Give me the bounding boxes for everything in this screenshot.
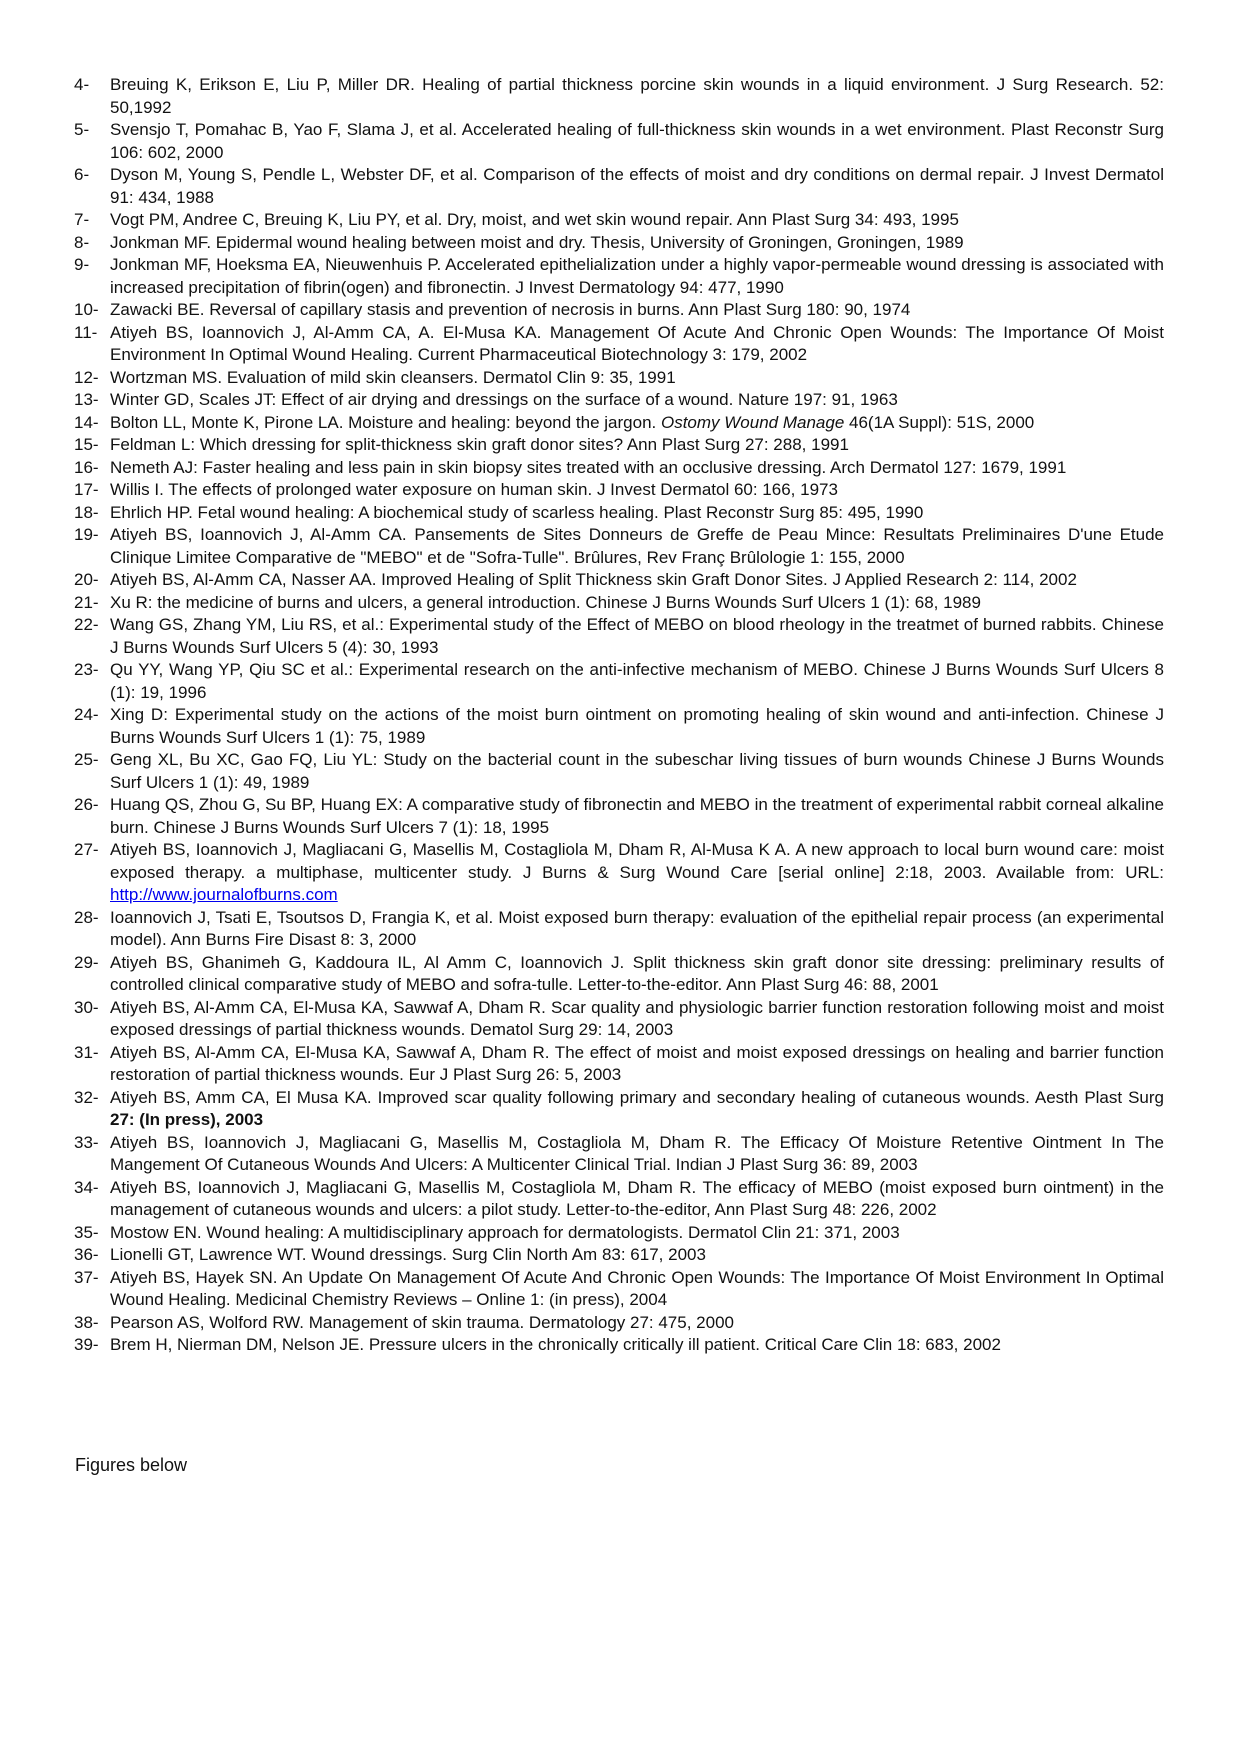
reference-number: 25- [74, 750, 99, 769]
reference-number: 21- [74, 592, 99, 612]
reference-item [74, 164, 1164, 209]
reference-number: 13- [74, 390, 99, 409]
reference-text: Svensjo T, Pomahac B, Yao F, Slama J, et al. Accelerated healing of full-thickness skin wounds in a wet environment. Plast Reconstr Surg 106: 602, 2000 [110, 120, 1164, 162]
reference-item [74, 209, 1164, 232]
reference-text: Pearson AS, Wolford RW. Management of skin trauma. Dermatology 27: 475, 2000 [110, 1312, 734, 1332]
reference-item [74, 524, 1164, 569]
reference-item [74, 592, 1164, 615]
reference-text: Atiyeh BS, Al-Amm CA, Nasser AA. Improved Healing of Split Thickness skin Graft Donor Sites. J Applied Research 2: 114, 2002 [110, 570, 1077, 589]
reference-item [74, 1312, 1164, 1335]
reference-text: Ioannovich J, Tsati E, Tsoutsos D, Frangia K, et al. Moist exposed burn therapy: evaluation of the epithelial repair process (an experimental model). Ann Burns Fire Disast 8: 3, 2000 [110, 907, 1164, 949]
reference-item [74, 749, 1164, 794]
reference-text: Ehrlich HP. Fetal wound healing: A biochemical study of scarless healing. Plast Reconstr Surg 85: 495, 1990 [110, 502, 924, 522]
reference-number: 6- [74, 165, 90, 184]
reference-item [74, 254, 1164, 299]
reference-number: 26- [74, 795, 99, 814]
reference-text [110, 412, 1164, 435]
reference-number: 22- [74, 615, 99, 634]
reference-text [110, 839, 1164, 907]
reference-item [74, 704, 1164, 749]
reference-item [74, 1042, 1164, 1087]
reference-number: 39- [74, 1335, 99, 1354]
reference-number: 12- [74, 367, 99, 387]
reference-text: Vogt PM, Andree C, Breuing K, Liu PY, et al. Dry, moist, and wet skin wound repair. Ann Plast Surg 34: 493, 1995 [110, 210, 959, 229]
reference-number: 24- [74, 705, 99, 724]
reference-number: 8- [74, 232, 90, 252]
reference-item [74, 1132, 1164, 1177]
reference-text: Dyson M, Young S, Pendle L, Webster DF, et al. Comparison of the effects of moist and dry conditions on dermal repair. J Invest Dermatol 91: 434, 1988 [110, 165, 1164, 207]
reference-number: 29- [74, 952, 99, 972]
reference-text: Atiyeh BS, Al-Amm CA, El-Musa KA, Sawwaf A, Dham R. Scar quality and physiologic barrier function restoration following moist and moist exposed dressings of partial thickness wounds. Dematol Surg 29: 14, 2003 [110, 997, 1164, 1039]
reference-number: 7- [74, 210, 90, 229]
reference-number: 15- [74, 435, 99, 454]
reference-text: Winter GD, Scales JT: Effect of air drying and dressings on the surface of a wound. Nature 197: 91, 1963 [110, 390, 898, 409]
reference-number: 11- [74, 322, 98, 342]
reference-bold-text: 27: (In press), 2003 [110, 1110, 264, 1129]
reference-number: 31- [74, 1042, 99, 1062]
reference-number: 27- [74, 840, 99, 859]
reference-text-part: Bolton LL, Monte K, Pirone LA. Moisture and healing: beyond the jargon. [110, 412, 661, 432]
reference-text: Atiyeh BS, Hayek SN. An Update On Management Of Acute And Chronic Open Wounds: The Importance Of Moist Environment In Optimal Wound Healing. Medicinal Chemistry Reviews – Online 1: (in press), 2004 [110, 1267, 1164, 1309]
reference-item [74, 299, 1164, 322]
reference-list [74, 74, 1164, 1357]
reference-item [74, 502, 1164, 525]
reference-item [74, 389, 1164, 412]
reference-text: Wortzman MS. Evaluation of mild skin cleansers. Dermatol Clin 9: 35, 1991 [110, 367, 676, 387]
reference-text: Atiyeh BS, Ghanimeh G, Kaddoura IL, Al Amm C, Ioannovich J. Split thickness skin graft donor site dressing: preliminary results of controlled clinical comparative study of MEBO and sofra-tulle. Letter-to-the-editor. Ann Plast Surg 46: 88, 2001 [110, 952, 1164, 994]
reference-text: Atiyeh BS, Ioannovich J, Al-Amm CA, A. El-Musa KA. Management Of Acute And Chronic Open Wounds: The Importance Of Moist Environment In Optimal Wound Healing. Current Pharmaceutical Biotechnology 3: 179, 2002 [110, 322, 1164, 364]
reference-text: Atiyeh BS, Ioannovich J, Magliacani G, Masellis M, Costagliola M, Dham R. The efficacy of MEBO (moist exposed burn ointment) in the management of cutaneous wounds and ulcers: a pilot study. Letter-to-the-editor, Ann Plast Surg 48: 226, 2002 [110, 1177, 1164, 1219]
reference-number: 36- [74, 1245, 99, 1264]
reference-text: Breuing K, Erikson E, Liu P, Miller DR. Healing of partial thickness porcine skin wounds in a liquid environment. J Surg Research. 52: 50,1992 [110, 75, 1164, 117]
reference-number: 16- [74, 457, 99, 477]
reference-item [74, 1244, 1164, 1267]
reference-number: 23- [74, 660, 99, 679]
reference-number: 10- [74, 300, 99, 319]
reference-number: 17- [74, 480, 99, 499]
reference-item [74, 952, 1164, 997]
reference-text: Lionelli GT, Lawrence WT. Wound dressings. Surg Clin North Am 83: 617, 2003 [110, 1245, 706, 1264]
reference-text: Atiyeh BS, Ioannovich J, Magliacani G, Masellis M, Costagliola M, Dham R. The Efficacy Of Moisture Retentive Ointment In The Mangement Of Cutaneous Wounds And Ulcers: A Multicenter Clinical Trial. Indian J Plast Surg 36: 89, 2003 [110, 1132, 1164, 1174]
reference-number: 38- [74, 1312, 99, 1332]
reference-text: Xing D: Experimental study on the actions of the moist burn ointment on promoting healing of skin wound and anti-infection. Chinese J Burns Wounds Surf Ulcers 1 (1): 75, 1989 [110, 705, 1164, 747]
reference-text: Qu YY, Wang YP, Qiu SC et al.: Experimental research on the anti-infective mechanism of MEBO. Chinese J Burns Wounds Surf Ulcers 8 (1): 19, 1996 [110, 660, 1164, 702]
reference-text: Mostow EN. Wound healing: A multidisciplinary approach for dermatologists. Dermatol Clin 21: 371, 2003 [110, 1222, 900, 1242]
reference-text-part: 46(1A Suppl): 51S, 2000 [844, 412, 1035, 432]
reference-text: Nemeth AJ: Faster healing and less pain in skin biopsy sites treated with an occlusive dressing. Arch Dermatol 127: 1679, 1991 [110, 457, 1067, 477]
reference-item [74, 1334, 1164, 1357]
reference-item [74, 1267, 1164, 1312]
reference-item [74, 907, 1164, 952]
reference-text: Willis I. The effects of prolonged water exposure on human skin. J Invest Dermatol 60: 166, 1973 [110, 480, 838, 499]
reference-item [74, 322, 1164, 367]
journal-title: Ostomy Wound Manage [660, 412, 845, 432]
reference-number: 19- [74, 525, 99, 544]
reference-item [74, 119, 1164, 164]
reference-number: 5- [74, 120, 90, 139]
reference-number: 37- [74, 1267, 99, 1287]
reference-item [74, 569, 1164, 592]
reference-item [74, 839, 1164, 907]
reference-item [74, 367, 1164, 390]
reference-item [74, 434, 1164, 457]
reference-item [74, 659, 1164, 704]
reference-number: 32- [74, 1087, 99, 1107]
reference-number: 33- [74, 1132, 99, 1152]
reference-text: Jonkman MF. Epidermal wound healing between moist and dry. Thesis, University of Groningen, Groningen, 1989 [110, 232, 964, 252]
reference-item [74, 997, 1164, 1042]
reference-item [74, 1222, 1164, 1245]
reference-number: 14- [74, 412, 99, 432]
reference-item [74, 412, 1164, 435]
reference-text-part: Atiyeh BS, Amm CA, El Musa KA. Improved scar quality following primary and secondary healing of cutaneous wounds. Aesth Plast Surg [110, 1087, 1164, 1107]
reference-number: 20- [74, 570, 99, 589]
reference-item [74, 457, 1164, 480]
reference-number: 28- [74, 907, 99, 927]
reference-link[interactable]: http://www.journalofburns.com [110, 885, 338, 904]
reference-text [110, 1087, 1164, 1132]
reference-text: Zawacki BE. Reversal of capillary stasis and prevention of necrosis in burns. Ann Plast Surg 180: 90, 1974 [110, 300, 911, 319]
reference-number: 34- [74, 1177, 99, 1197]
reference-text: Jonkman MF, Hoeksma EA, Nieuwenhuis P. Accelerated epithelialization under a highly vapor-permeable wound dressing is associated with increased precipitation of fibrin(ogen) and fibronectin. J Invest Dermatology 94: 477, 1990 [110, 255, 1164, 297]
reference-number: 9- [74, 255, 90, 274]
reference-text-part: Atiyeh BS, Ioannovich J, Magliacani G, Masellis M, Costagliola M, Dham R, Al-Musa K A. A new approach to local burn wound care: moist exposed therapy. a multiphase, multicenter study. J Burns & Surg Wound Care [serial online] 2:18, 2003. Available from: URL: [110, 840, 1164, 882]
reference-item [74, 794, 1164, 839]
reference-text: Wang GS, Zhang YM, Liu RS, et al.: Experimental study of the Effect of MEBO on blood rheology in the treatmet of burned rabbits. Chinese J Burns Wounds Surf Ulcers 5 (4): 30, 1993 [110, 615, 1164, 657]
reference-text: Brem H, Nierman DM, Nelson JE. Pressure ulcers in the chronically critically ill patient. Critical Care Clin 18: 683, 2002 [110, 1335, 1001, 1354]
reference-number: 4- [74, 75, 90, 94]
reference-text: Geng XL, Bu XC, Gao FQ, Liu YL: Study on the bacterial count in the subeschar living tissues of burn wounds Chinese J Burns Wounds Surf Ulcers 1 (1): 49, 1989 [110, 750, 1164, 792]
reference-text: Atiyeh BS, Al-Amm CA, El-Musa KA, Sawwaf A, Dham R. The effect of moist and moist exposed dressings on healing and barrier function restoration of partial thickness wounds. Eur J Plast Surg 26: 5, 2003 [110, 1042, 1164, 1084]
reference-number: 35- [74, 1222, 99, 1242]
reference-item [74, 614, 1164, 659]
figures-note: Figures below [75, 1455, 188, 1475]
reference-number: 30- [74, 997, 99, 1017]
reference-text: Feldman L: Which dressing for split-thickness skin graft donor sites? Ann Plast Surg 27: 288, 1991 [110, 435, 849, 454]
reference-item [74, 232, 1164, 255]
reference-text: Huang QS, Zhou G, Su BP, Huang EX: A comparative study of fibronectin and MEBO in the treatment of experimental rabbit corneal alkaline burn. Chinese J Burns Wounds Surf Ulcers 7 (1): 18, 1995 [110, 795, 1164, 837]
reference-item [74, 1087, 1164, 1132]
reference-text: Xu R: the medicine of burns and ulcers, a general introduction. Chinese J Burns Wounds Surf Ulcers 1 (1): 68, 1989 [110, 592, 981, 612]
reference-item [74, 74, 1164, 119]
reference-item [74, 479, 1164, 502]
reference-text: Atiyeh BS, Ioannovich J, Al-Amm CA. Pansements de Sites Donneurs de Greffe de Peau Mince: Resultats Preliminaires D'une Etude Clinique Limitee Comparative de "MEBO" et de "Sofra-Tulle". Brûlures, Rev Franç Brûlologie 1: 155, 2000 [110, 525, 1164, 567]
reference-item [74, 1177, 1164, 1222]
reference-number: 18- [74, 502, 99, 522]
